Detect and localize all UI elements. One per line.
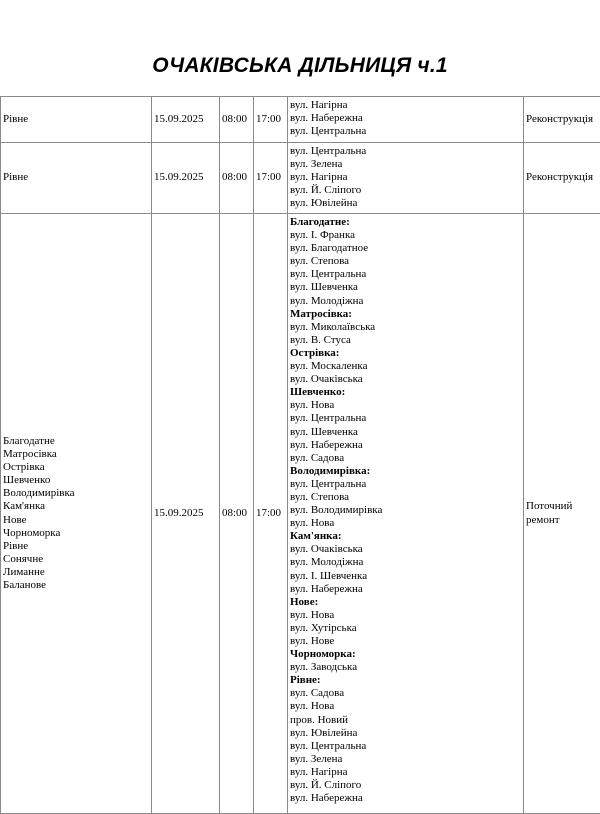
settlement-heading: Острівка: <box>290 347 521 360</box>
street-name: вул. Набережна <box>290 112 521 125</box>
page-title: ОЧАКІВСЬКА ДІЛЬНИЦЯ ч.1 <box>0 54 600 78</box>
street-name: вул. Й. Сліпого <box>290 779 521 792</box>
street-name: вул. Нова <box>290 700 521 713</box>
settlement-heading: Кам'янка: <box>290 530 521 543</box>
street-name: вул. Нова <box>290 609 521 622</box>
street-name: вул. Благодатное <box>290 242 521 255</box>
street-name: вул. Москаленка <box>290 360 521 373</box>
street-name: вул. Степова <box>290 491 521 504</box>
street-name: вул. Й. Сліпого <box>290 184 521 197</box>
street-name: вул. Шевченка <box>290 426 521 439</box>
settlement-name: Володимирівка <box>3 487 149 500</box>
street-name: вул. Шевченка <box>290 281 521 294</box>
settlement-name: Сонячне <box>3 553 149 566</box>
settlement-name: Нове <box>3 514 149 527</box>
settlement-name: Рівне <box>3 113 149 126</box>
street-name: вул. Хутірська <box>290 622 521 635</box>
settlement-heading: Чорноморка: <box>290 648 521 661</box>
streets-cell <box>288 97 524 143</box>
settlement-heading: Володимирівка: <box>290 465 521 478</box>
end-time-cell: 17:00 <box>254 143 288 214</box>
street-name: вул. Центральна <box>290 478 521 491</box>
street-name: вул. Степова <box>290 255 521 268</box>
date-cell: 15.09.2025 <box>152 143 220 214</box>
street-name: вул. Центральна <box>290 740 521 753</box>
settlement-name: Благодатне <box>3 435 149 448</box>
street-name: вул. Садова <box>290 452 521 465</box>
street-name: вул. Центральна <box>290 268 521 281</box>
streets-cell <box>288 143 524 214</box>
settlement-cell <box>1 97 152 143</box>
settlement-heading: Шевченко: <box>290 386 521 399</box>
street-name: вул. Набережна <box>290 439 521 452</box>
street-name: вул. Ювілейна <box>290 197 521 210</box>
settlement-name: Матросівка <box>3 448 149 461</box>
settlement-name: Лиманне <box>3 566 149 579</box>
start-time-cell: 08:00 <box>220 143 254 214</box>
street-name: вул. Заводська <box>290 661 521 674</box>
date-cell: 15.09.2025 <box>152 97 220 143</box>
street-name: вул. Володимирівка <box>290 504 521 517</box>
end-time-cell: 17:00 <box>254 97 288 143</box>
street-name: вул. Зелена <box>290 753 521 766</box>
street-name: вул. В. Стуса <box>290 334 521 347</box>
end-time-cell: 17:00 <box>254 214 288 814</box>
settlement-name: Рівне <box>3 171 149 184</box>
street-name: вул. Центральна <box>290 412 521 425</box>
settlement-name: Острівка <box>3 461 149 474</box>
settlement-name: Чорноморка <box>3 527 149 540</box>
settlement-name: Кам'янка <box>3 500 149 513</box>
street-name: вул. Центральна <box>290 125 521 138</box>
street-name: вул. Зелена <box>290 158 521 171</box>
street-name: вул. Нова <box>290 517 521 530</box>
street-name: вул. Миколаївська <box>290 321 521 334</box>
table-row <box>1 143 600 214</box>
start-time-cell: 08:00 <box>220 97 254 143</box>
street-name: вул. Молодіжна <box>290 295 521 308</box>
settlement-heading: Рівне: <box>290 674 521 687</box>
settlement-cell <box>1 143 152 214</box>
settlement-name: Рівне <box>3 540 149 553</box>
street-name: вул. Нова <box>290 399 521 412</box>
settlement-name: Шевченко <box>3 474 149 487</box>
street-name: вул. Нагірна <box>290 766 521 779</box>
street-name: пров. Новий <box>290 714 521 727</box>
street-name: вул. Очаківська <box>290 373 521 386</box>
settlement-heading: Нове: <box>290 596 521 609</box>
street-name: вул. Садова <box>290 687 521 700</box>
street-name: вул. Очаківська <box>290 543 521 556</box>
street-name: вул. Молодіжна <box>290 556 521 569</box>
street-name: вул. Набережна <box>290 583 521 596</box>
street-name: вул. І. Шевченка <box>290 570 521 583</box>
street-name: вул. Нагірна <box>290 171 521 184</box>
reason-cell: Поточний ремонт <box>524 214 600 814</box>
streets-cell <box>288 214 524 814</box>
settlement-name: Баланове <box>3 579 149 592</box>
street-name: вул. І. Франка <box>290 229 521 242</box>
date-cell: 15.09.2025 <box>152 214 220 814</box>
street-name: вул. Ювілейна <box>290 727 521 740</box>
start-time-cell: 08:00 <box>220 214 254 814</box>
street-name: вул. Центральна <box>290 145 521 158</box>
outage-schedule-table <box>0 96 600 814</box>
reason-cell: Реконструкція <box>524 143 600 214</box>
table-row <box>1 97 600 143</box>
settlement-heading: Матросівка: <box>290 308 521 321</box>
settlement-cell <box>1 214 152 814</box>
settlement-heading: Благодатне: <box>290 216 521 229</box>
street-name: вул. Набережна <box>290 792 521 805</box>
table-body <box>1 97 600 814</box>
reason-cell: Реконструкція <box>524 97 600 143</box>
street-name: вул. Нове <box>290 635 521 648</box>
table-row <box>1 214 600 814</box>
street-name: вул. Нагірна <box>290 99 521 112</box>
